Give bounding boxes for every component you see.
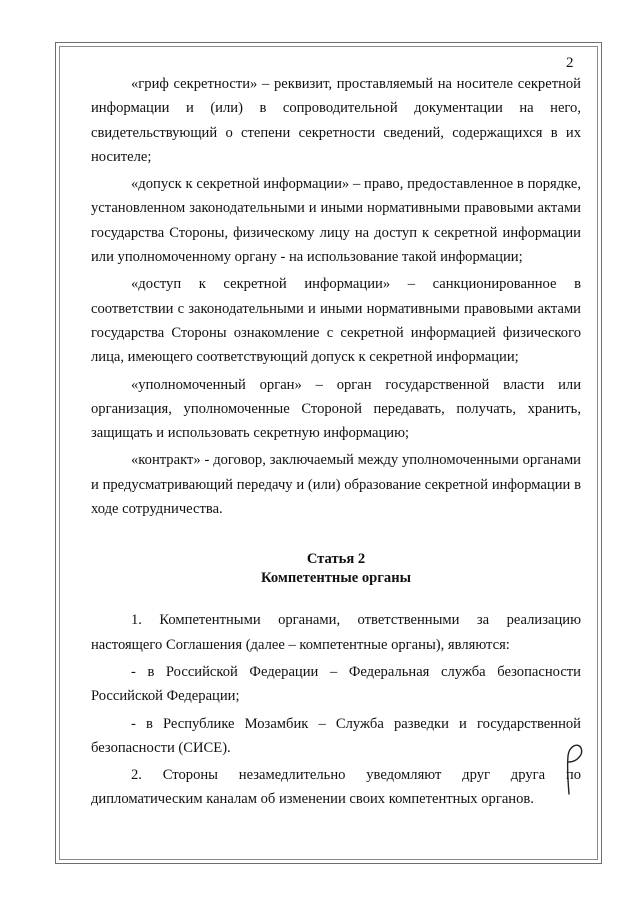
article-paragraph-2: 2. Стороны незамедлительно уведомляют друг друга по дипломатическим каналам об изменении своих компетентных органов. [91, 767, 581, 808]
document-body [91, 72, 581, 812]
page-number: 2 [566, 55, 574, 71]
article-paragraph-1: 1. Компетентными органами, ответственными за реализацию настоящего Соглашения (далее – компетентные органы), являются: [91, 612, 581, 653]
definition-dostup: «доступ к секретной информации» – санкционированное в соответствии с законодательными и иными нормативными правовыми актами государства Стороны ознакомление с секретной информацией физического лица, имеющего соответствующий допуск к секретной информации; [91, 276, 581, 366]
article-paragraph-russia: - в Российской Федерации – Федеральная служба безопасности Российской Федерации; [91, 663, 581, 705]
handwritten-initial [560, 738, 586, 798]
definition-upolnomochenny-organ: «уполномоченный орган» – орган государственной власти или организация, уполномоченные Стороной передавать, получать, хранить, защищать и использовать секретную информацию; [91, 376, 581, 442]
article-number: Статья 2 [306, 551, 366, 568]
article-title: Компетентные органы [261, 570, 411, 587]
definition-grif: «гриф секретности» – реквизит, проставляемый на носителе секретной информации и (или) в сопроводительной документации на него, свидетельствующий о степени секретности сведений, содержащихся в их носителе; [91, 76, 581, 165]
definition-dopusk: «допуск к секретной информации» – право, предоставленное в порядке, установленном законодательными и иными нормативными правовыми актами государства Стороны, физическому лицу на доступ к секретной информации или уполномоченному органу - на использование такой информации; [91, 176, 581, 266]
definition-kontrakt: «контракт» - договор, заключаемый между уполномоченными органами и предусматривающий передачу и (или) образование секретной информации в ходе сотрудничества. [91, 452, 581, 518]
article-paragraph-mozambique: - в Республике Мозамбик – Служба разведки и государственной безопасности (СИСЕ). [91, 715, 581, 756]
